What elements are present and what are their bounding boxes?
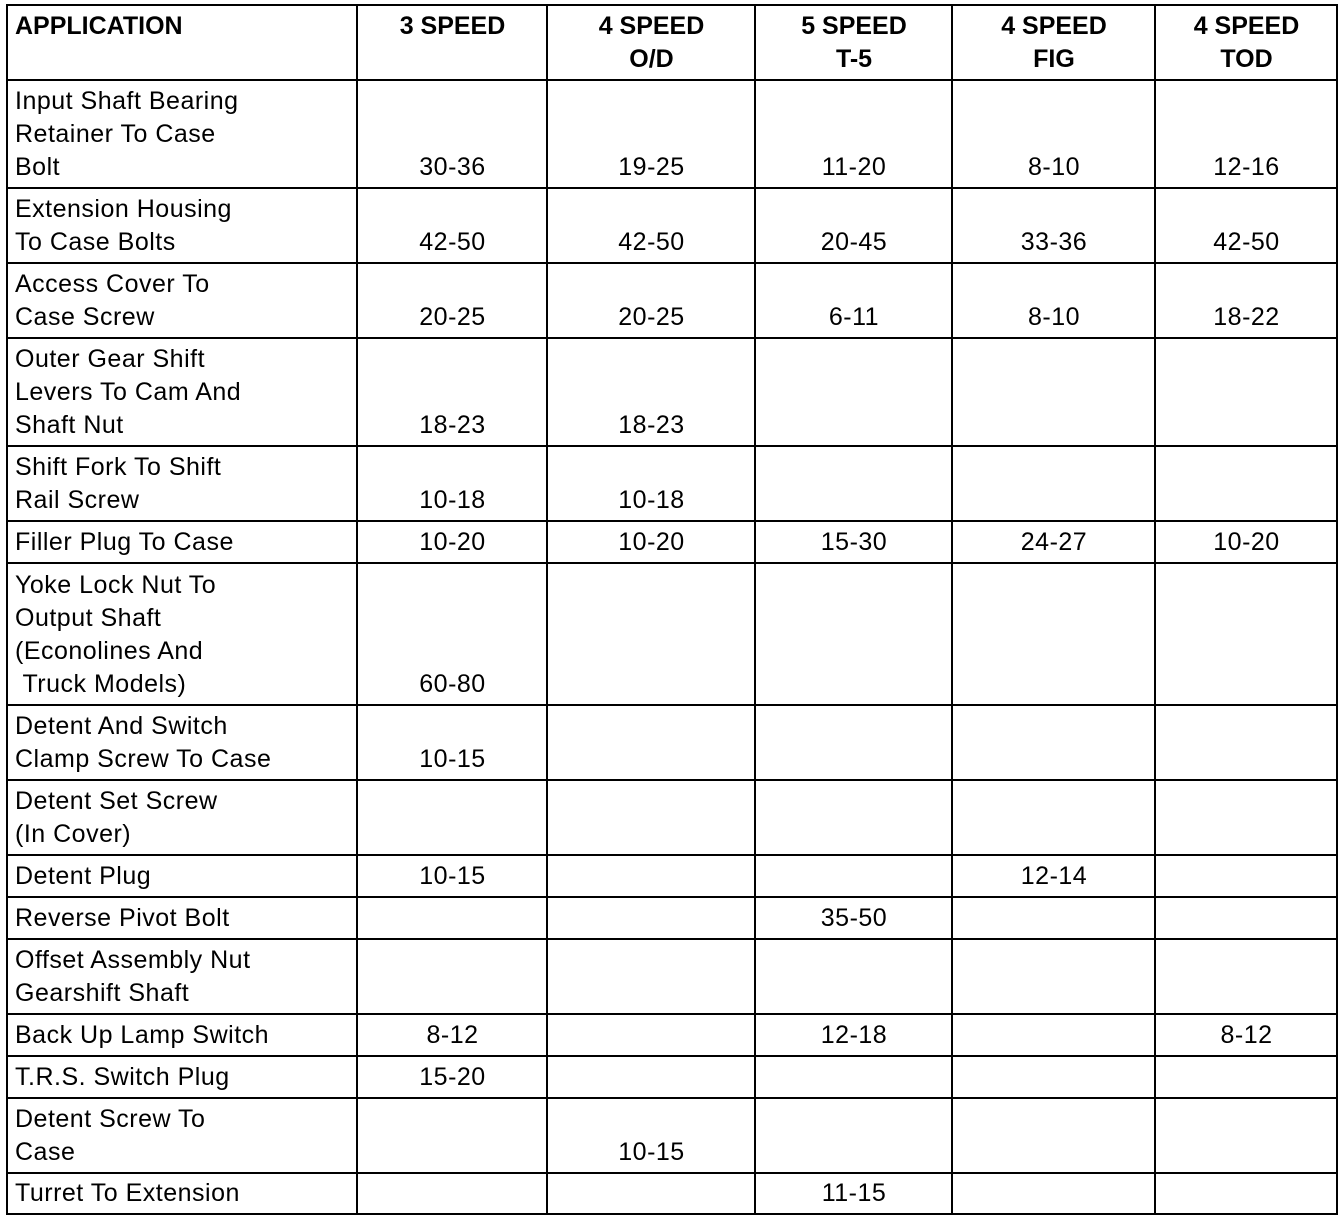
torque-value-5-speed-t5 — [755, 563, 952, 705]
torque-value-4-speed-tod — [1155, 897, 1337, 939]
header-4-speed-tod: 4 SPEED TOD — [1155, 5, 1337, 80]
header-row — [7, 5, 1337, 80]
header-4-speed-fig: 4 SPEED FIG — [952, 5, 1155, 80]
torque-value-3-speed: 10-18 — [357, 446, 547, 521]
application-cell: T.R.S. Switch Plug — [7, 1056, 357, 1098]
torque-value-3-speed — [357, 897, 547, 939]
torque-value-5-speed-t5: 11-15 — [755, 1173, 952, 1214]
torque-value-5-speed-t5: 6-11 — [755, 263, 952, 338]
application-cell: Detent Screw To Case — [7, 1098, 357, 1173]
torque-value-4-speed-tod — [1155, 563, 1337, 705]
table-row — [7, 1173, 1337, 1214]
torque-value-4-speed-tod — [1155, 939, 1337, 1014]
torque-value-4-speed-fig — [952, 1173, 1155, 1214]
torque-value-4-speed-tod: 8-12 — [1155, 1014, 1337, 1056]
torque-value-4-speed-od — [547, 780, 755, 855]
application-cell: Turret To Extension — [7, 1173, 357, 1214]
application-cell: Access Cover To Case Screw — [7, 263, 357, 338]
torque-value-4-speed-fig — [952, 705, 1155, 780]
torque-value-4-speed-od — [547, 1056, 755, 1098]
torque-value-4-speed-tod — [1155, 705, 1337, 780]
torque-value-5-speed-t5 — [755, 705, 952, 780]
header-4-speed-od: 4 SPEED O/D — [547, 5, 755, 80]
application-cell: Detent Plug — [7, 855, 357, 897]
torque-value-5-speed-t5: 20-45 — [755, 188, 952, 263]
torque-value-5-speed-t5 — [755, 855, 952, 897]
torque-value-4-speed-tod — [1155, 1056, 1337, 1098]
header-application: APPLICATION — [7, 5, 357, 80]
table-row — [7, 855, 1337, 897]
torque-value-3-speed: 20-25 — [357, 263, 547, 338]
torque-value-4-speed-tod — [1155, 855, 1337, 897]
torque-value-4-speed-tod: 12-16 — [1155, 80, 1337, 188]
torque-value-3-speed — [357, 1098, 547, 1173]
torque-value-4-speed-tod — [1155, 338, 1337, 446]
application-cell: Yoke Lock Nut To Output Shaft (Econolines And Truck Models) — [7, 563, 357, 705]
torque-value-3-speed: 10-20 — [357, 521, 547, 563]
table-row — [7, 1014, 1337, 1056]
torque-value-4-speed-od — [547, 855, 755, 897]
torque-value-4-speed-fig: 12-14 — [952, 855, 1155, 897]
torque-value-4-speed-od: 10-15 — [547, 1098, 755, 1173]
torque-value-4-speed-od — [547, 939, 755, 1014]
table-row — [7, 897, 1337, 939]
table-row — [7, 563, 1337, 705]
torque-value-5-speed-t5 — [755, 939, 952, 1014]
torque-value-4-speed-fig: 8-10 — [952, 263, 1155, 338]
torque-value-4-speed-od — [547, 1173, 755, 1214]
torque-value-3-speed: 30-36 — [357, 80, 547, 188]
torque-value-4-speed-tod: 18-22 — [1155, 263, 1337, 338]
torque-value-5-speed-t5 — [755, 446, 952, 521]
torque-value-4-speed-od — [547, 897, 755, 939]
torque-value-4-speed-fig — [952, 1056, 1155, 1098]
torque-value-4-speed-fig — [952, 939, 1155, 1014]
torque-value-5-speed-t5 — [755, 338, 952, 446]
table-row — [7, 780, 1337, 855]
table-row — [7, 446, 1337, 521]
torque-value-4-speed-od: 42-50 — [547, 188, 755, 263]
torque-value-3-speed: 42-50 — [357, 188, 547, 263]
table-body — [7, 80, 1337, 1214]
torque-value-4-speed-tod — [1155, 446, 1337, 521]
torque-value-4-speed-fig — [952, 446, 1155, 521]
header-3-speed: 3 SPEED — [357, 5, 547, 80]
table-row — [7, 939, 1337, 1014]
table-row — [7, 338, 1337, 446]
application-cell: Detent And Switch Clamp Screw To Case — [7, 705, 357, 780]
application-cell: Back Up Lamp Switch — [7, 1014, 357, 1056]
application-cell: Reverse Pivot Bolt — [7, 897, 357, 939]
table-row — [7, 1098, 1337, 1173]
table-row — [7, 188, 1337, 263]
application-cell: Filler Plug To Case — [7, 521, 357, 563]
torque-value-3-speed — [357, 939, 547, 1014]
torque-value-3-speed: 15-20 — [357, 1056, 547, 1098]
torque-value-4-speed-od: 10-20 — [547, 521, 755, 563]
application-cell: Shift Fork To Shift Rail Screw — [7, 446, 357, 521]
table-row — [7, 1056, 1337, 1098]
table-row — [7, 80, 1337, 188]
torque-value-4-speed-od: 20-25 — [547, 263, 755, 338]
torque-value-5-speed-t5 — [755, 780, 952, 855]
torque-value-4-speed-fig: 24-27 — [952, 521, 1155, 563]
torque-value-4-speed-fig: 33-36 — [952, 188, 1155, 263]
torque-value-3-speed: 60-80 — [357, 563, 547, 705]
torque-value-3-speed: 10-15 — [357, 855, 547, 897]
torque-value-3-speed: 10-15 — [357, 705, 547, 780]
application-cell: Extension Housing To Case Bolts — [7, 188, 357, 263]
table-row — [7, 521, 1337, 563]
table-row — [7, 263, 1337, 338]
torque-value-5-speed-t5 — [755, 1098, 952, 1173]
torque-value-4-speed-tod — [1155, 780, 1337, 855]
torque-value-4-speed-od — [547, 563, 755, 705]
torque-value-4-speed-fig — [952, 1014, 1155, 1056]
torque-value-5-speed-t5: 11-20 — [755, 80, 952, 188]
torque-value-4-speed-fig — [952, 338, 1155, 446]
torque-value-5-speed-t5 — [755, 1056, 952, 1098]
torque-value-4-speed-od: 18-23 — [547, 338, 755, 446]
torque-value-4-speed-tod: 10-20 — [1155, 521, 1337, 563]
torque-value-4-speed-fig: 8-10 — [952, 80, 1155, 188]
torque-value-4-speed-fig — [952, 780, 1155, 855]
application-cell: Offset Assembly Nut Gearshift Shaft — [7, 939, 357, 1014]
application-cell: Detent Set Screw (In Cover) — [7, 780, 357, 855]
table-row — [7, 705, 1337, 780]
torque-value-4-speed-fig — [952, 897, 1155, 939]
torque-value-5-speed-t5: 35-50 — [755, 897, 952, 939]
torque-value-4-speed-tod — [1155, 1173, 1337, 1214]
torque-value-4-speed-od — [547, 1014, 755, 1056]
torque-value-3-speed — [357, 1173, 547, 1214]
application-cell: Outer Gear Shift Levers To Cam And Shaft Nut — [7, 338, 357, 446]
torque-value-3-speed — [357, 780, 547, 855]
torque-value-3-speed: 18-23 — [357, 338, 547, 446]
application-cell: Input Shaft Bearing Retainer To Case Bolt — [7, 80, 357, 188]
torque-value-5-speed-t5: 15-30 — [755, 521, 952, 563]
torque-value-4-speed-od: 19-25 — [547, 80, 755, 188]
torque-value-5-speed-t5: 12-18 — [755, 1014, 952, 1056]
header-5-speed-t5: 5 SPEED T-5 — [755, 5, 952, 80]
torque-value-4-speed-fig — [952, 1098, 1155, 1173]
torque-spec-table — [6, 4, 1338, 1215]
torque-value-4-speed-fig — [952, 563, 1155, 705]
torque-value-3-speed: 8-12 — [357, 1014, 547, 1056]
torque-value-4-speed-od: 10-18 — [547, 446, 755, 521]
torque-value-4-speed-tod — [1155, 1098, 1337, 1173]
torque-value-4-speed-od — [547, 705, 755, 780]
torque-value-4-speed-tod: 42-50 — [1155, 188, 1337, 263]
